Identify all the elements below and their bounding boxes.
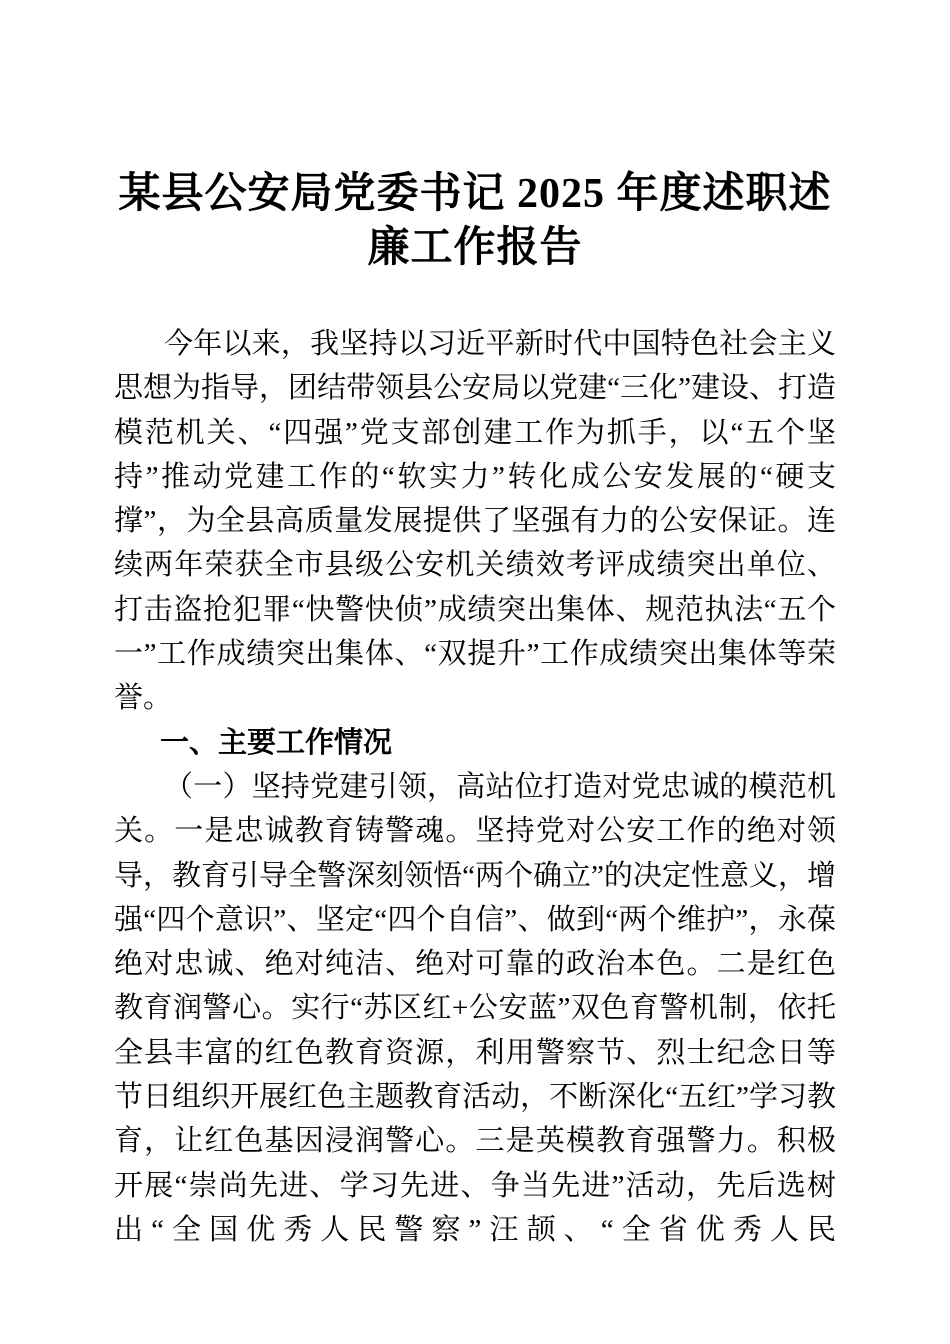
section-1-heading: 一、主要工作情况 [160, 726, 393, 759]
intro-paragraph: 今年以来，我坚持以习近平新时代中国特色社会主义思想为指导，团结带领县公安局以党建“三化”建设、打造模范机关、“四强”党支部创建工作为抓手，以“五个坚持”推动党建工作的“软实力”转化成公安发展的“硬支撑”，为全县高质量发展提供了坚强有力的公安保证。连续两年荣获全市县级公安机关绩效考评成绩突出单位、打击盗抢犯罪“快警快侦”成绩突出集体、规范执法“五个一”工作成绩突出集体、“双提升”工作成绩突出集体等荣誉。 [114, 328, 836, 715]
document-title-line-2: 廉工作报告 [367, 225, 583, 271]
document-title-line-1: 某县公安局党委书记 2025 年度述职述 [118, 171, 832, 217]
section-1-paragraph: （一）坚持党建引领，高站位打造对党忠诚的模范机关。一是忠诚教育铸警魂。坚持党对公安工作的绝对领导，教育引导全警深刻领悟“两个确立”的决定性意义，增强“四个意识”、坚定“四个自信”、做到“两个维护”，永葆绝对忠诚、绝对纯洁、绝对可靠的政治本色。二是红色教育润警心。实行“苏区红+公安蓝”双色育警机制，依托全县丰富的红色教育资源，利用警察节、烈士纪念日等节日组织开展红色主题教育活动，不断深化“五红”学习教育，让红色基因浸润警心。三是英模教育强警力。积极开展“崇尚先进、学习先进、争当先进”活动，先后选树出“全国优秀人民警察”汪颉、“全省优秀人民 [114, 770, 836, 1246]
document-title [114, 167, 836, 275]
